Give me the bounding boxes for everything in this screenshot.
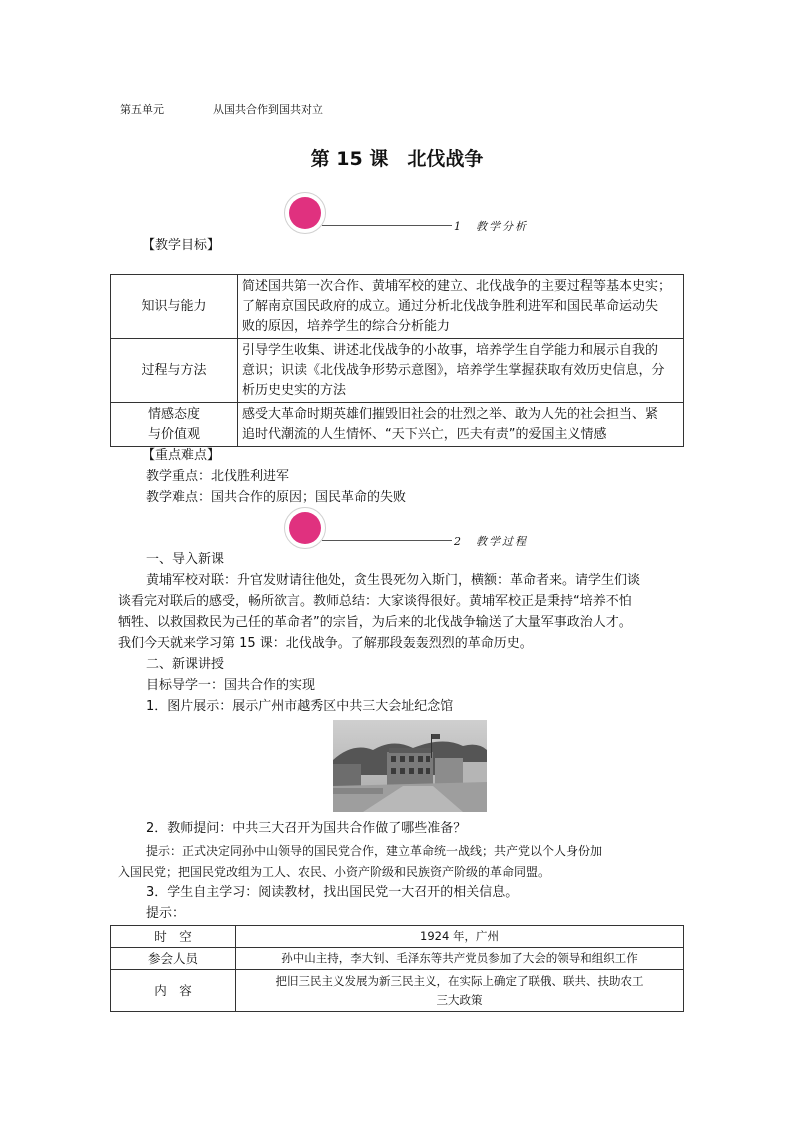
objective-category	[111, 403, 238, 447]
objective-text	[238, 339, 684, 403]
info-value	[236, 926, 684, 948]
section-label: 教学过程	[476, 535, 528, 548]
text-line: 与价值观	[147, 426, 200, 442]
text-line: 把旧三民主义发展为新三民主义，在实际上确定了联俄、联共、扶助农工	[275, 973, 644, 988]
text-line: 三大政策	[436, 992, 483, 1007]
section-label: 教学分析	[476, 220, 528, 233]
objective-text	[238, 403, 684, 447]
lesson-title: 第 15 课 北伐战争	[310, 148, 484, 170]
difficulty-text: 教学难点：国共合作的原因；国民革命的失败	[146, 490, 407, 505]
intro-line: 我们今天就来学习第 15 课：北伐战争。了解那段轰轰烈烈的革命历史。	[118, 636, 533, 651]
new-lesson-heading: 二、新课讲授	[146, 657, 225, 672]
text-line: 败的原因，培养学生的综合分析能力	[242, 318, 451, 334]
table-row	[111, 948, 684, 970]
circle-icon	[289, 512, 321, 544]
objective-category: 过程与方法	[111, 339, 238, 403]
table-row	[111, 275, 684, 339]
table-row	[111, 403, 684, 447]
objective-text	[238, 275, 684, 339]
congress-info-table	[110, 925, 684, 1012]
focus-text: 教学重点：北伐胜利进军	[146, 469, 290, 484]
info-label: 时 空	[111, 926, 236, 948]
text-line: 1924 年，广州	[420, 929, 499, 943]
hint-label: 提示：	[146, 906, 186, 921]
step-3: 3．学生自主学习：阅读教材，找出国民党一大召开的相关信息。	[146, 885, 519, 900]
text-line: 情感态度	[147, 406, 200, 422]
text-line: 了解南京国民政府的成立。通过分析北伐战争胜利进军和国民革命运动失	[242, 298, 659, 314]
memorial-hall-photo	[333, 720, 487, 812]
objectives-heading: 【教学目标】	[142, 238, 221, 253]
step-1: 1．图片展示：展示广州市越秀区中共三大会址纪念馆	[146, 699, 454, 714]
info-label: 参会人员	[111, 948, 236, 970]
divider	[322, 225, 452, 226]
section-number: 1	[454, 220, 463, 233]
intro-heading: 一、导入新课	[146, 552, 225, 567]
text-line: 简述国共第一次合作、黄埔军校的建立、北伐战争的主要过程等基本史实；	[242, 278, 672, 294]
step-2: 2．教师提问：中共三大召开为国共合作做了哪些准备？	[146, 821, 467, 836]
text-line: 孙中山主持，李大钊、毛泽东等共产党员参加了大会的领导和组织工作	[281, 951, 638, 965]
intro-line: 黄埔军校对联：升官发财请往他处，贪生畏死勿入斯门，横额：革命者来。请学生们谈	[146, 573, 641, 588]
info-value	[236, 970, 684, 1012]
text-line: 追时代潮流的人生情怀、“天下兴亡，匹夫有责”的爱国主义情感	[242, 426, 607, 442]
intro-line: 牺牲、以救国救民为己任的革命者”的宗旨，为后来的北伐战争输送了大量军事政治人才。	[118, 615, 632, 630]
section-number: 2	[454, 535, 463, 548]
circle-icon	[289, 197, 321, 229]
key-points-heading: 【重点难点】	[142, 448, 221, 463]
text-line: 析历史史实的方法	[242, 382, 347, 398]
text-line: 感受大革命时期英雄们摧毁旧社会的壮烈之举、敢为人先的社会担当、紧	[242, 406, 659, 422]
table-row	[111, 970, 684, 1012]
text-line: 引导学生收集、讲述北伐战争的小故事，培养学生自学能力和展示自我的	[242, 342, 659, 358]
unit-title: 从国共合作到国共对立	[213, 103, 323, 116]
table-row	[111, 339, 684, 403]
info-label: 内 容	[111, 970, 236, 1012]
text-line: 意识；识读《北伐战争形势示意图》，培养学生掌握获取有效历史信息，分	[242, 362, 665, 378]
hint-line: 入国民党；把国民党改组为工人、农民、小资产阶级和民族资产阶级的革命同盟。	[118, 865, 551, 879]
info-value	[236, 948, 684, 970]
unit-label: 第五单元	[120, 103, 164, 116]
objectives-table	[110, 274, 684, 447]
hint-line: 提示：正式决定同孙中山领导的国民党合作，建立革命统一战线；共产党以个人身份加	[146, 844, 603, 858]
divider	[322, 540, 452, 541]
goal-heading: 目标导学一：国共合作的实现	[146, 678, 316, 693]
objective-category: 知识与能力	[111, 275, 238, 339]
intro-line: 谈看完对联后的感受，畅所欲言。教师总结：大家谈得很好。黄埔军校正是秉持“培养不怕	[118, 594, 632, 609]
table-row	[111, 926, 684, 948]
